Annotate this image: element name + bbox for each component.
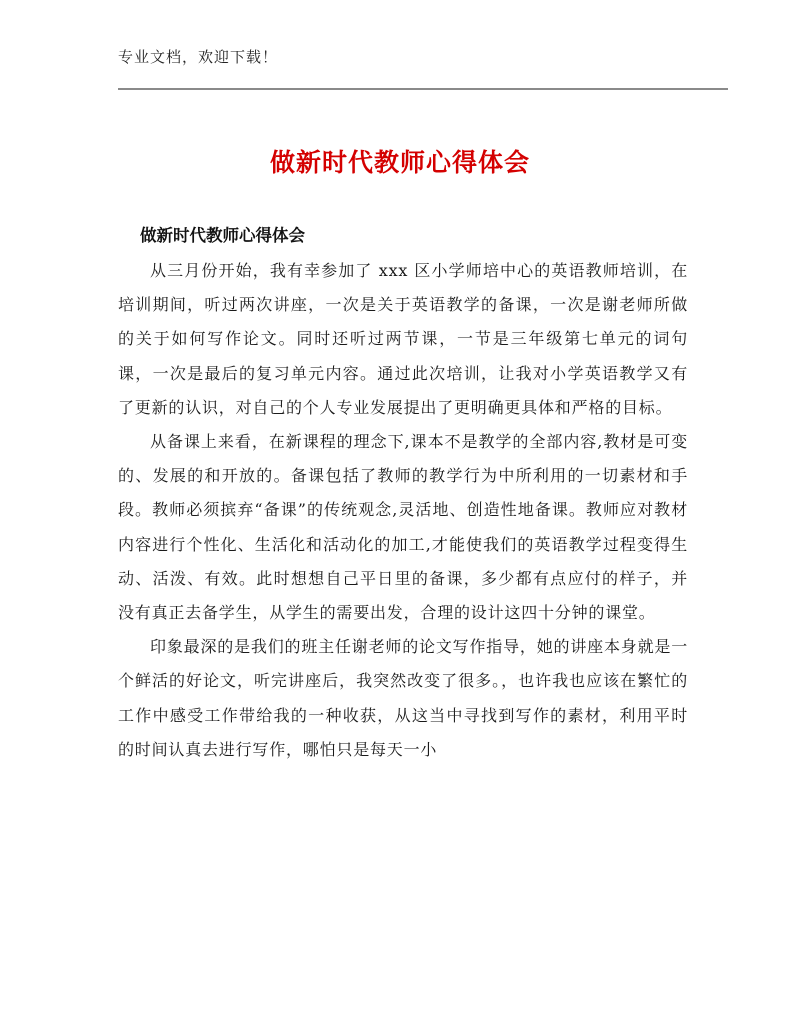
paragraph-3: 印象最深的是我们的班主任谢老师的论文写作指导，她的讲座本身就是一个鲜活的好论文，听完讲座后，我突然改变了很多。，也许我也应该在繁忙的工作中感受工作带给我的一种收获，从这当中寻找到写作的素材，利用平时的时间认真去进行写作，哪怕只是每天一小 [118, 637, 688, 759]
header-divider [118, 88, 728, 90]
paragraph-1: 从三月份开始，我有幸参加了 xxx 区小学师培中心的英语教师培训，在培训期间，听过两次讲座，一次是关于英语教学的备课，一次是谢老师所做的关于如何写作论文。同时还听过两节课，一节是三年级第七单元的词句课，一次是最后的复习单元内容。通过此次培训，让我对小学英语教学又有了更新的认识，对自己的个人专业发展提出了更明确更具体和严格的目标。 [118, 261, 688, 417]
document-title: 做新时代教师心得体会 [269, 148, 530, 177]
paragraph-2: 从备课上来看，在新课程的理念下,课本不是教学的全部内容,教材是可变的、发展的和开放的。备课包括了教师的教学行为中所利用的一切素材和手段。教师必须摈弃“备课”的传统观念,灵活地、创造性地备课。教师应对教材内容进行个性化、生活化和活动化的加工,才能使我们的英语教学过程变得生动、活泼、有效。此时想想自己平日里的备课，多少都有点应付的样子，并没有真正去备学生，从学生的需要出发，合理的设计这四十分钟的课堂。 [118, 432, 688, 623]
document-body [118, 254, 688, 767]
document-subtitle: 做新时代教师心得体会 [140, 226, 305, 245]
header-note: 专业文档，欢迎下载！ [118, 48, 279, 66]
